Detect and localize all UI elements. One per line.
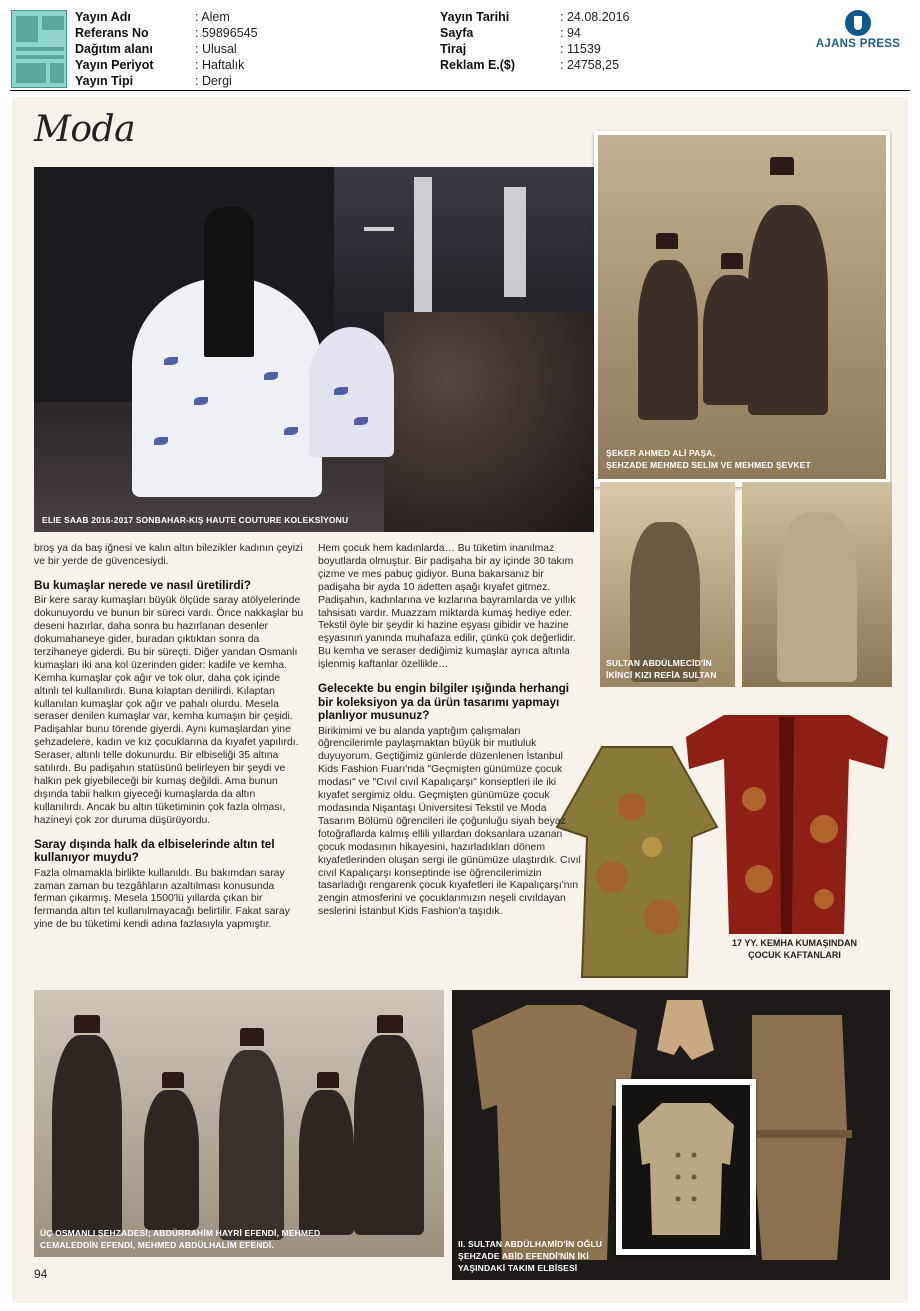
- kaftan-photo-red: [684, 709, 890, 947]
- brand-logo: [808, 10, 908, 50]
- section-title: Moda: [34, 109, 136, 150]
- princes-photo: [34, 990, 444, 1257]
- meta-value: : Ulusal: [195, 42, 237, 56]
- refia-caption-line2: İKİNCİ KIZI REFİA SULTAN: [606, 670, 717, 680]
- meta-label: Yayın Periyot: [75, 58, 154, 72]
- meta-yayin-adi: [75, 9, 131, 25]
- ajans-press-logo-icon: [845, 10, 871, 36]
- article-column-2: [318, 543, 583, 923]
- meta-label: Sayfa: [440, 26, 474, 40]
- pasa-photo-frame: [594, 131, 890, 487]
- refia-sultan-photo-1: [600, 482, 735, 687]
- meta-label: Yayın Adı: [75, 10, 131, 24]
- kaftan-caption: [732, 937, 857, 961]
- meta-value: : Alem: [195, 10, 230, 24]
- meta-value: : 24758,25: [560, 58, 620, 72]
- meta-yayin-tarihi: [440, 9, 509, 25]
- kaftan-caption-line2: ÇOCUK KAFTANLARI: [748, 950, 841, 960]
- princes-caption-line1: ÜÇ OSMANLI ŞEHZADESİ; ABDÜRRAHİM HAYRİ EFENDİ, MEHMED: [40, 1228, 321, 1238]
- meta-reklam-esdegeri: [440, 57, 515, 73]
- suit-caption-line1: II. SULTAN ABDÜLHAMİD'İN OĞLU: [458, 1239, 603, 1249]
- meta-referans-no: [75, 25, 149, 41]
- refia-sultan-photo-2: [742, 482, 892, 687]
- meta-tiraj: [440, 41, 466, 57]
- meta-dagitim-alani: [75, 41, 153, 57]
- meta-yayin-periyot: [75, 57, 154, 73]
- coat-photo: [622, 1085, 750, 1249]
- page-thumbnail: [11, 10, 67, 88]
- meta-label: Dağıtım alanı: [75, 42, 153, 56]
- refia-caption-line1: SULTAN ABDÜLMECİD'İN: [606, 658, 712, 668]
- magazine-page: [12, 97, 908, 1303]
- meta-value: : 94: [560, 26, 581, 40]
- clipping-header: [0, 0, 920, 92]
- meta-value: : Haftalık: [195, 58, 245, 72]
- kaftan-caption-line1: 17 YY. KEMHA KUMAŞINDAN: [732, 938, 858, 948]
- runway-photo: [34, 167, 594, 532]
- article-paragraph: Birikimimi ve bu alanda yaptığım çalışmaları öğrencilerimle paylaşmaktan büyük bir mutluluk duyuyorum. Geçtiğimiz günlerde düzenlenen İstanbul Kids Fashion Fuarı'nda "Geçmişten günümüze çocuk modası" ve "Cıvıl cıvıl Kapalıçarşı" konseptleri ile iki kıyafet sergimiz oldu. Geçmişten günümüze çocuk modasında Nişantaşı Üniversitesi Tekstil ve Moda Tasarım Bölümü öğrencileri ile çoğunluğu siyah beyaz fotoğraflarda kalmış ellili yıllardan doksanlara uzanan çocuk modasının hikayesini, hazırladıkları dönem kıyafetlerinden oluşan sergi ile günümüze ulaştırdık. Cıvıl cıvıl Kapalıçarşı konseptinde ise öğrencilerimizin tasarladığı rengarenk çocuk kıyafetleri ile Kapalıçarşı'nın zengin atmosferini ve çocuklarımızın neşeli cıvıldayan seslerini İstanbul Kids Fashion'a taşıdık.: [318, 725, 581, 918]
- suit-caption-line3: YAŞINDAKİ TAKIM ELBİSESİ: [458, 1263, 578, 1273]
- brand-name: AJANS PRESS: [815, 38, 901, 50]
- meta-label: Reklam E.($): [440, 58, 516, 72]
- coat-photo-frame: [616, 1079, 756, 1255]
- suit-caption-line2: ŞEHZADE ABİD EFENDİ'NİN İKİ: [458, 1251, 589, 1261]
- meta-sayfa: [440, 25, 473, 41]
- article-question-heading: Saray dışında halk da elbiselerinde altın tel kullanıyor muydu?: [34, 836, 275, 865]
- header-divider: [10, 90, 910, 91]
- article-question-heading: Bu kumaşlar nerede ve nasıl üretilirdi?: [34, 577, 252, 592]
- pasa-caption-line1: ŞEKER AHMED ALİ PAŞA,: [606, 448, 716, 458]
- article-paragraph: Hem çocuk hem kadınlarda… Bu tüketim inanılmaz boyutlarda olmuştur. Bir padişaha bir ay içinde 30 takım çizme ve mes pabuç gidiyor. Buna bakarsanız bir padişaha bir ayda 10 adetten aşağı kıyafet gitmez. Padişahın, kadınlarına ve kızlarına bayramlarda ve yıllık tahsisatı vardır. Muazzam miktarda kumaş hediye eder. Tekstil öyle bir şeydir ki hazine eşyası gibidir ve hazine eşyasının yanında muhafaza edilir, çünkü çok değerlidir. Bu kemha ve seraser dediğimiz kumaşlar ayrıca altınla işlenmiş kaftanlar özellikle…: [318, 543, 576, 671]
- meta-label: Yayın Tarihi: [440, 10, 510, 24]
- meta-label: Referans No: [75, 26, 149, 40]
- meta-yayin-tipi: [75, 73, 133, 89]
- meta-label: Yayın Tipi: [75, 74, 134, 88]
- meta-label: Tiraj: [440, 42, 467, 56]
- meta-value: : 11539: [560, 42, 601, 56]
- article-paragraph: Fazla olmamakla birlikte kullanıldı. Bu bakımdan saray zaman zaman bu tezgâhların azaltılması konusunda ferman çıkarmış. Mesela 1500'lü yıllarda çıkan bir fermanda altın tel kullanılmayacağı belirtilir. Fakat saray yine de bu tüketimi kendi adına fazlasıyla yapmıştır.: [34, 867, 290, 931]
- pasa-photo: [598, 135, 886, 479]
- article-column-1: [34, 543, 304, 936]
- page-number: 94: [34, 1267, 48, 1281]
- meta-value: : 24.08.2016: [560, 10, 630, 24]
- runway-caption: ELIE SAAB 2016-2017 SONBAHAR-KIŞ HAUTE COUTURE KOLEKSİYONU: [42, 515, 349, 525]
- pasa-caption-line2: ŞEHZADE MEHMED SELİM VE MEHMED ŞEVKET: [606, 460, 811, 470]
- article-paragraph: Bir kere saray kumaşları büyük ölçüde saray atölyelerinde dokunuyordu ve bunun bir süreci vardı. Önce nakkaşlar bu deseni hazırlar, daha sonra bu hazırlanan desenler dokumahaneye gider, buradan çıktıktan sonra da terzihaneye giderdi. Bu bir süreçti. Diğer yandan Osmanlı kumaşları iki ana kol üzerinden gider: kadife ve kemha. Kemha kumaşlar çok ağır ve tok olur, daha çok içinde altınlı tel kullanılırdı. Buna kılaptan denilirdi. Kılaptan kullanılan kumaşlar çok ağır ve pahalı olurdu. Mesela seraser denilen kumaşlar var, kemha kumaşın bir çeşidi. Padişahlar bunu törende giyerdi. Aynı kumaşlardan yine şehzadelere, kadın ve kız çocuklarına da kıyafet yapılırdı. Seraser, altınlı telle dokunurdu. Bir elbiseliği 35 altına satılırdı. Bu padişahın statüsünü belirleyen bir şeydi ve halkın pek giyebileceği bir kumaş değildi. Ama bunun dışında tabii halkın giyeceği kumaşlarda da altın kullanılırdı. Ancak bu altın tüketiminin çok fazla olması, hazineyi çok zor duruma düşürüyordu.: [34, 595, 304, 826]
- article-question-heading: Gelecekte bu engin bilgiler ışığında herhangi bir koleksiyon ya da ürün tasarımı yapmayı planlıyor musunuz?: [318, 681, 570, 723]
- princes-caption-line2: CEMALEDDİN EFENDİ, MEHMED ABDÜLHALİM EFENDİ.: [40, 1240, 274, 1250]
- meta-value: : 59896545: [195, 26, 258, 40]
- article-paragraph: broş ya da baş iğnesi ve kalın altın bilezikler kadının çeyizi ve bir yerde de güvencesiydi.: [34, 543, 303, 567]
- meta-value: : Dergi: [195, 74, 232, 88]
